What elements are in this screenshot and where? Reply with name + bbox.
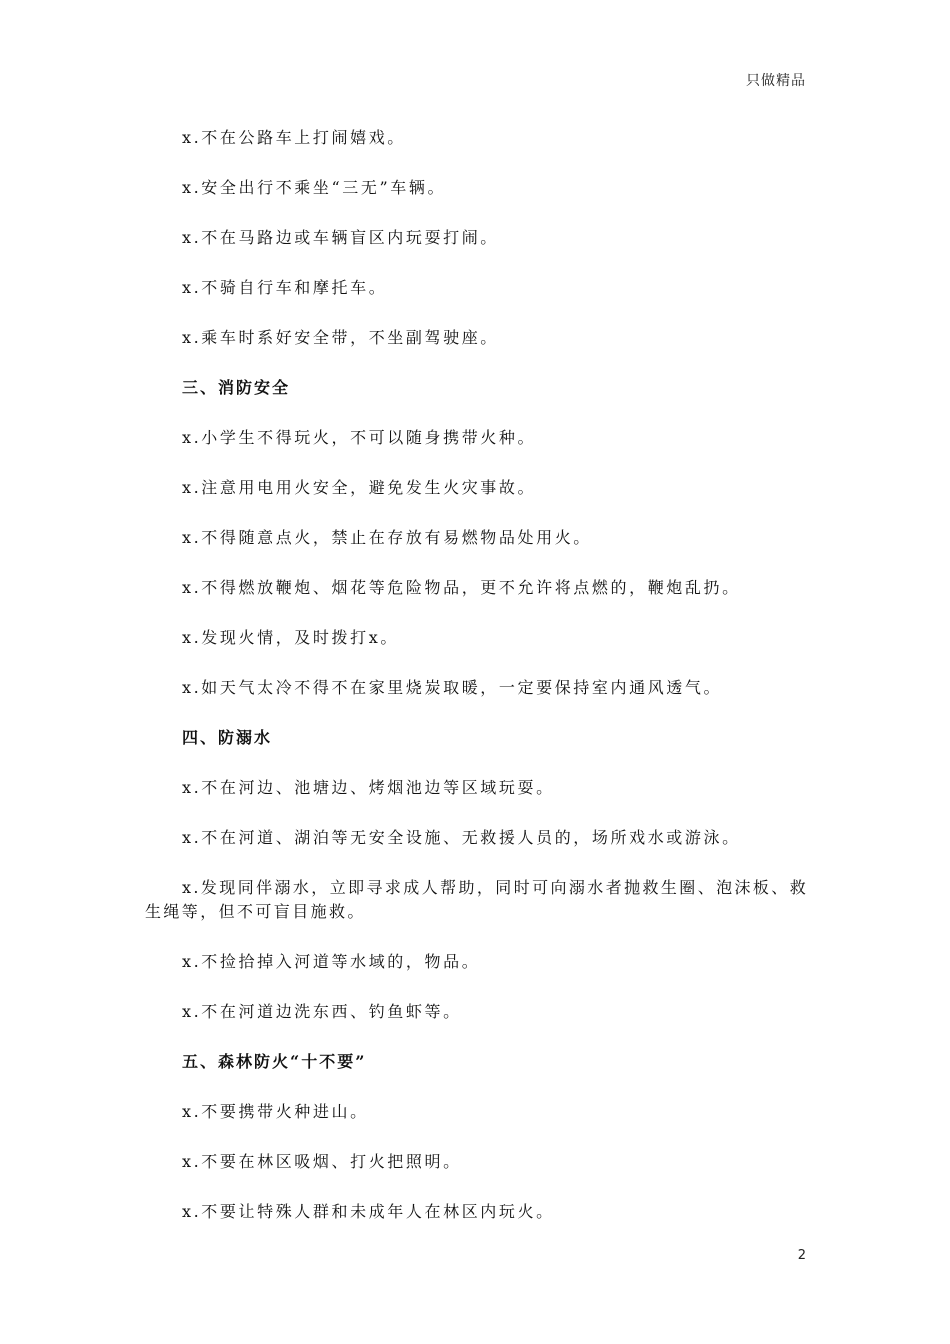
document-body xyxy=(145,126,825,1250)
list-item: x.不捡拾掉入河道等水域的，物品。 xyxy=(182,952,481,971)
section-heading: 四、防溺水 xyxy=(182,728,273,747)
list-item: x.不在马路边或车辆盲区内玩耍打闹。 xyxy=(182,228,499,247)
page-number: 2 xyxy=(797,1248,806,1263)
list-item: x.不骑自行车和摩托车。 xyxy=(182,278,388,297)
list-item: x.乘车时系好安全带，不坐副驾驶座。 xyxy=(182,328,499,347)
list-item: x.不在河道边洗东西、钓鱼虾等。 xyxy=(182,1002,462,1021)
list-item: x.不要让特殊人群和未成年人在林区内玩火。 xyxy=(182,1202,555,1221)
header-note: 只做精品 xyxy=(746,73,806,89)
section-heading: 五、森林防火“十不要” xyxy=(182,1052,367,1071)
list-item: x.小学生不得玩火，不可以随身携带火种。 xyxy=(182,428,537,447)
list-item: x.不得燃放鞭炮、烟花等危险物品，更不允许将点燃的，鞭炮乱扔。 xyxy=(182,578,741,597)
list-item: x.注意用电用火安全，避免发生火灾事故。 xyxy=(182,478,537,497)
list-item: x.不得随意点火，禁止在存放有易燃物品处用火。 xyxy=(182,528,592,547)
list-item: x.安全出行不乘坐“三无”车辆。 xyxy=(182,178,447,197)
list-item: x.发现同伴溺水，立即寻求成人帮助，同时可向溺水者抛救生圈、泡沫板、救生绳等，但不可盲目施救。 xyxy=(145,878,809,921)
section-heading: 三、消防安全 xyxy=(182,378,291,397)
list-item: x.不要携带火种进山。 xyxy=(182,1102,369,1121)
list-item: x.不在公路车上打闹嬉戏。 xyxy=(182,128,406,147)
list-item: x.发现火情，及时拨打x。 xyxy=(182,628,399,647)
list-item: x.如天气太冷不得不在家里烧炭取暖，一定要保持室内通风透气。 xyxy=(182,678,723,697)
list-item: x.不在河道、湖泊等无安全设施、无救援人员的，场所戏水或游泳。 xyxy=(182,828,741,847)
list-item: x.不要在林区吸烟、打火把照明。 xyxy=(182,1152,462,1171)
list-item: x.不在河边、池塘边、烤烟池边等区域玩耍。 xyxy=(182,778,555,797)
